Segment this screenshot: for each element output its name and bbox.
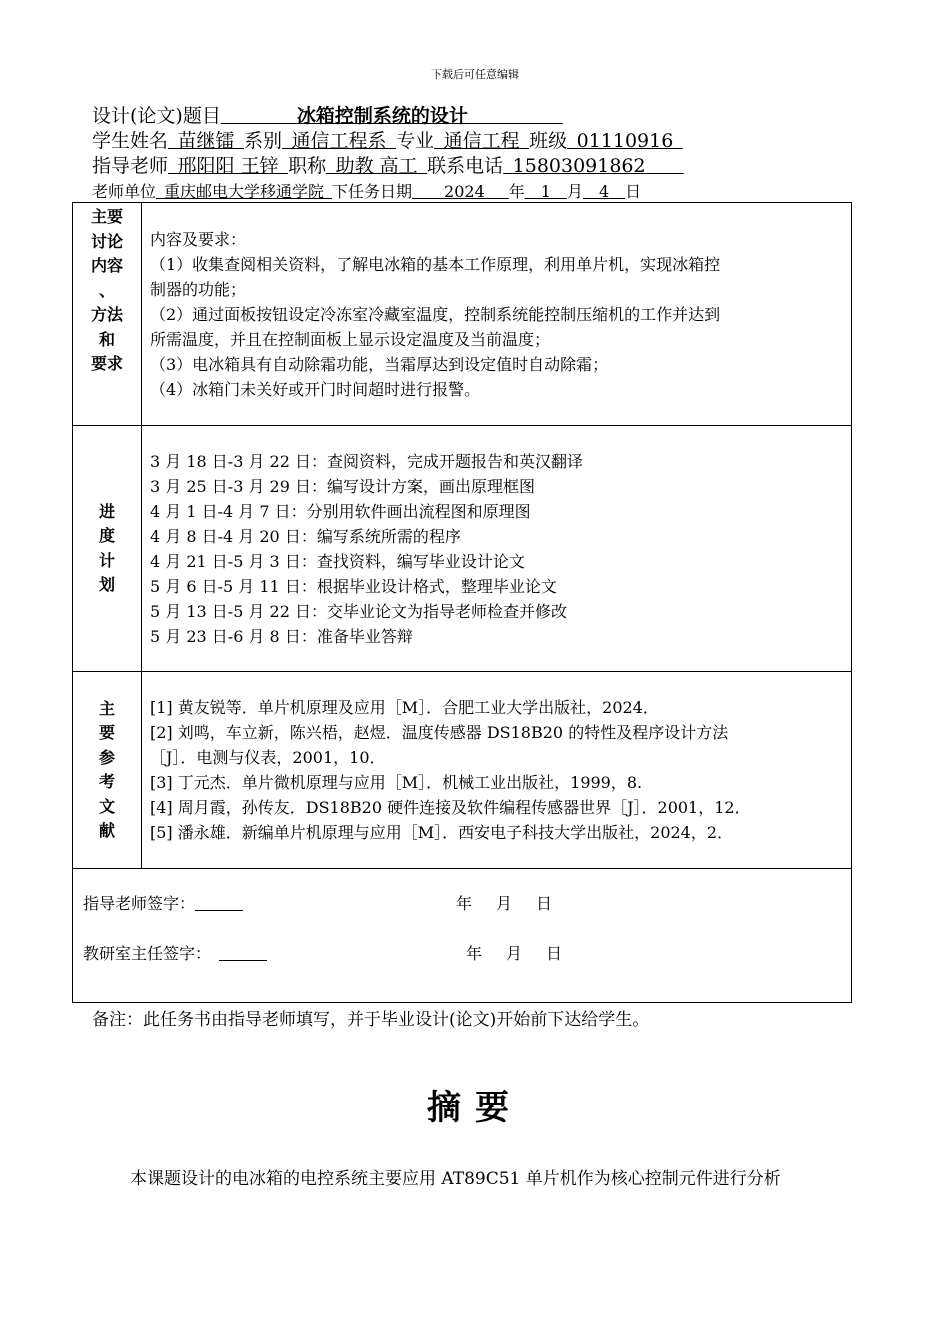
- references-row: [73, 672, 852, 869]
- remark-note: 备注：此任务书由指导老师填写，并于毕业设计(论文)开始前下达给学生。: [92, 1010, 650, 1030]
- director-signature-label: 教研室主任签字：: [83, 944, 212, 963]
- task-table: [72, 202, 852, 1003]
- signature-row: [73, 869, 852, 1003]
- rank-value: 助教 高工: [335, 155, 418, 177]
- text-line: 4 月 8 日-4 月 20 日：编写系统所需的程序: [150, 526, 461, 546]
- label-line: 、: [98, 280, 115, 300]
- year-text: 年: [466, 944, 483, 963]
- day-label: 日: [625, 182, 642, 201]
- reference-line: [4] 周月霞，孙传友．DS18B20 硬件连接及软件编程传感器世界［J］．2001，12．: [150, 798, 751, 817]
- text-line: （1）收集查阅相关资料，了解电冰箱的基本工作原理，利用单片机，实现冰箱控: [150, 255, 721, 274]
- unit-value: 重庆邮电大学移通学院: [164, 182, 325, 201]
- student-value: 苗继镭: [177, 130, 235, 152]
- requirements-row: [73, 203, 852, 426]
- text-line: 3 月 18 日-3 月 22 日：查阅资料，完成开题报告和英汉翻译: [150, 451, 584, 471]
- title-value: 冰箱控制系统的设计: [296, 105, 468, 127]
- abstract-title: 摘要: [427, 1088, 523, 1128]
- title-label: 设计(论文)题目: [92, 105, 221, 127]
- text-line: 所需温度，并且在控制面板上显示设定温度及当前温度；: [150, 330, 551, 349]
- label-line: 进: [98, 501, 115, 521]
- rank-label: 职称: [288, 155, 327, 177]
- schedule-label: [73, 426, 142, 672]
- year-value: 2024: [444, 182, 485, 201]
- reference-line: [3] 丁元杰．单片微机原理与应用［M］．机械工业出版社，1999，8.: [150, 773, 643, 792]
- month-value: 1: [540, 182, 551, 201]
- label-line: 要: [98, 723, 115, 742]
- text-line: 5 月 13 日-5 月 22 日：交毕业论文为指导老师检查并修改: [150, 601, 568, 621]
- text-line: 制器的功能；: [150, 280, 247, 299]
- requirements-content: [142, 203, 852, 426]
- reference-line: [2] 刘鸣，车立新，陈兴梧，赵煜．温度传感器 DS18B20 的特性及程序设计方法: [150, 723, 729, 742]
- unit-label: 老师单位: [92, 182, 157, 201]
- month-text: 月: [506, 944, 523, 963]
- abstract-text: 本课题设计的电冰箱的电控系统主要应用 AT89C51 单片机作为核心控制元件进行分析: [130, 1169, 781, 1189]
- director-signature-blank[interactable]: [219, 944, 267, 963]
- day-text: 日: [536, 894, 553, 913]
- label-line: 考: [98, 772, 115, 791]
- schedule-row: [73, 426, 852, 672]
- label-line: 主要: [90, 207, 123, 226]
- label-line: 献: [98, 821, 115, 840]
- text-line: （3）电冰箱具有自动除霜功能，当霜厚达到设定值时自动除霜；: [150, 355, 609, 374]
- label-line: 度: [98, 526, 115, 545]
- dept-label: 系别: [244, 130, 283, 152]
- day-value: 4: [598, 182, 610, 201]
- label-line: 参: [98, 747, 115, 767]
- advisor-date: [456, 891, 552, 914]
- text-line: （2）通过面板按钮设定冷冻室冷藏室温度，控制系统能控制压缩机的工作并达到: [150, 305, 721, 324]
- text-line: 4 月 21 日-5 月 3 日：查找资料，编写毕业设计论文: [150, 551, 525, 571]
- advisor-signature: [83, 891, 243, 914]
- schedule-content: [142, 426, 852, 672]
- references-label: [73, 672, 142, 869]
- signature-cell: [73, 869, 852, 1003]
- advisor-signature-blank[interactable]: [195, 894, 243, 913]
- advisor-signature-label: 指导老师签字：: [83, 894, 196, 913]
- student-line: [92, 129, 683, 153]
- advisor-label: 指导老师: [92, 155, 169, 177]
- phone-value: 15803091862: [512, 155, 646, 177]
- text-line: 5 月 23 日-6 月 8 日：准备毕业答辩: [150, 626, 413, 646]
- label-line: 内容: [90, 256, 123, 275]
- class-value: 01110916: [576, 130, 674, 152]
- reference-line: [1] 黄友锐等．单片机原理及应用［M］．合肥工业大学出版社，2024．: [150, 698, 659, 717]
- text-line: 4 月 1 日-4 月 7 日：分别用软件画出流程图和原理图: [150, 501, 531, 521]
- month-label: 月: [566, 182, 583, 201]
- major-label: 专业: [396, 130, 435, 152]
- student-label: 学生姓名: [92, 130, 169, 152]
- major-value: 通信工程: [443, 130, 520, 152]
- text-line: 3 月 25 日-3 月 29 日：编写设计方案，画出原理框图: [150, 476, 536, 496]
- label-line: 方法: [90, 305, 123, 324]
- label-line: 文: [98, 796, 115, 816]
- unit-line: [92, 180, 641, 204]
- download-note: 下载后可任意编辑: [431, 68, 519, 81]
- title-line: [92, 104, 563, 128]
- references-content: [142, 672, 852, 869]
- label-line: 计: [98, 550, 115, 570]
- phone-label: 联系电话: [427, 155, 504, 177]
- label-line: 讨论: [90, 231, 123, 251]
- director-signature: [83, 941, 267, 964]
- day-text: 日: [546, 944, 563, 963]
- text-line: 5 月 6 日-5 月 11 日：根据毕业设计格式，整理毕业论文: [150, 576, 557, 596]
- reference-line: ［J］．电测与仪表，2001，10．: [150, 748, 386, 767]
- label-line: 要求: [90, 354, 123, 373]
- label-line: 和: [98, 329, 115, 349]
- requirements-label: [73, 203, 142, 426]
- text-line: 内容及要求：: [150, 230, 247, 249]
- year-label: 年: [508, 182, 525, 201]
- year-text: 年: [456, 894, 473, 913]
- text-line: （4）冰箱门未关好或开门时间超时进行报警。: [150, 380, 481, 399]
- label-line: 划: [98, 575, 115, 594]
- advisor-line: [92, 154, 684, 178]
- label-line: 主: [98, 698, 115, 718]
- class-label: 班级: [529, 130, 568, 152]
- month-text: 月: [496, 894, 513, 913]
- advisor-value: 邢阳阳 王锌: [177, 155, 279, 177]
- reference-line: [5] 潘永雄．新编单片机原理与应用［M］．西安电子科技大学出版社，2024，2．: [150, 823, 734, 842]
- dept-value: 通信工程系: [291, 130, 387, 152]
- director-date: [466, 941, 562, 964]
- date-label: 下任务日期: [332, 182, 413, 201]
